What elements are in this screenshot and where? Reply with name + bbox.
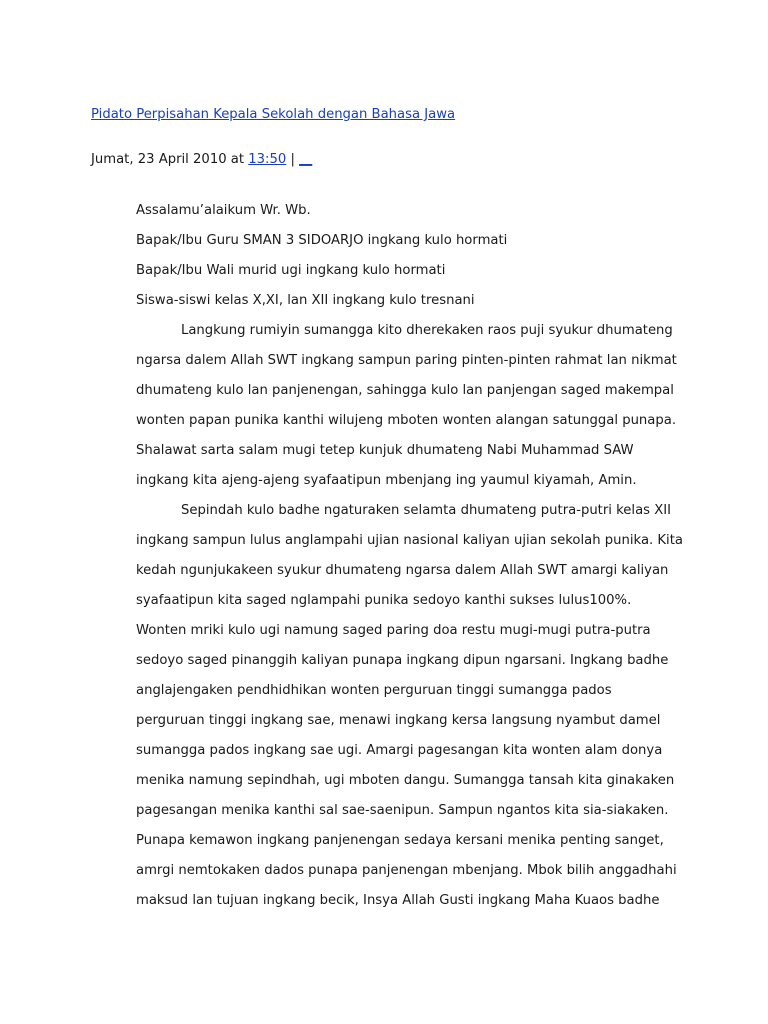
meta-separator: | — [286, 152, 300, 167]
speech-line: amrgi nemtokaken dados punapa panjenengan mbenjang. Mbok bilih anggadhahi — [136, 863, 677, 878]
speech-line: ingkang kita ajeng-ajeng syafaatipun mbenjang ing yaumul kiyamah, Amin. — [136, 473, 637, 488]
post-time-link[interactable]: 13:50 — [248, 152, 287, 167]
post-extra-link[interactable]: __ — [299, 152, 313, 167]
speech-line: Bapak/Ibu Guru SMAN 3 SIDOARJO ingkang kulo hormati — [136, 233, 508, 248]
speech-line: Bapak/Ibu Wali murid ugi ingkang kulo hormati — [136, 263, 446, 278]
speech-line: sumangga pados ingkang sae ugi. Amargi pagesangan kita wonten alam donya — [136, 743, 663, 758]
speech-line: dhumateng kulo lan panjenengan, sahingga kulo lan panjengan saged makempal — [136, 383, 674, 398]
speech-line: ingkang sampun lulus anglampahi ujian nasional kaliyan ujian sekolah punika. Kita — [136, 533, 683, 548]
speech-line: anglajengaken pendhidhikan wonten perguruan tinggi sumangga pados — [136, 683, 612, 698]
speech-line: kedah ngunjukakeen syukur dhumateng ngarsa dalem Allah SWT amargi kaliyan — [136, 563, 669, 578]
speech-line: ngarsa dalem Allah SWT ingkang sampun paring pinten-pinten rahmat lan nikmat — [136, 353, 677, 368]
speech-line: sedoyo saged pinanggih kaliyan punapa ingkang dipun ngarsani. Ingkang badhe — [136, 653, 669, 668]
speech-line: Sepindah kulo badhe ngaturaken selamta dhumateng putra-putri kelas XII — [181, 503, 672, 518]
post-meta — [91, 150, 312, 170]
title-link[interactable]: Pidato Perpisahan Kepala Sekolah dengan Bahasa Jawa — [91, 107, 456, 122]
speech-line: maksud lan tujuan ingkang becik, Insya Allah Gusti ingkang Maha Kuaos badhe — [136, 893, 660, 908]
speech-line: Assalamu’alaikum Wr. Wb. — [136, 203, 311, 218]
speech-line: pagesangan menika kanthi sal sae-saenipun. Sampun ngantos kita sia-siakaken. — [136, 803, 669, 818]
speech-line: Siswa-siswi kelas X,XI, lan XII ingkang kulo tresnani — [136, 293, 475, 308]
post-date: Jumat, 23 April 2010 at — [91, 152, 249, 167]
speech-body — [136, 196, 696, 916]
speech-line: wonten papan punika kanthi wilujeng mboten wonten alangan satunggal punapa. — [136, 413, 677, 428]
speech-line: menika namung sepindhah, ugi mboten dangu. Sumangga tansah kita ginakaken — [136, 773, 675, 788]
speech-line: Shalawat sarta salam mugi tetep kunjuk dhumateng Nabi Muhammad SAW — [136, 443, 634, 458]
speech-line: Punapa kemawon ingkang panjenengan sedaya kersani menika penting sanget, — [136, 833, 664, 848]
speech-line: perguruan tinggi ingkang sae, menawi ingkang kersa langsung nyambut damel — [136, 713, 661, 728]
speech-line: Wonten mriki kulo ugi namung saged paring doa restu mugi-mugi putra-putra — [136, 623, 651, 638]
speech-line: Langkung rumiyin sumangga kito dherekaken raos puji syukur dhumateng — [181, 323, 673, 338]
speech-line: syafaatipun kita saged nglampahi punika sedoyo kanthi sukses lulus100%. — [136, 593, 632, 608]
